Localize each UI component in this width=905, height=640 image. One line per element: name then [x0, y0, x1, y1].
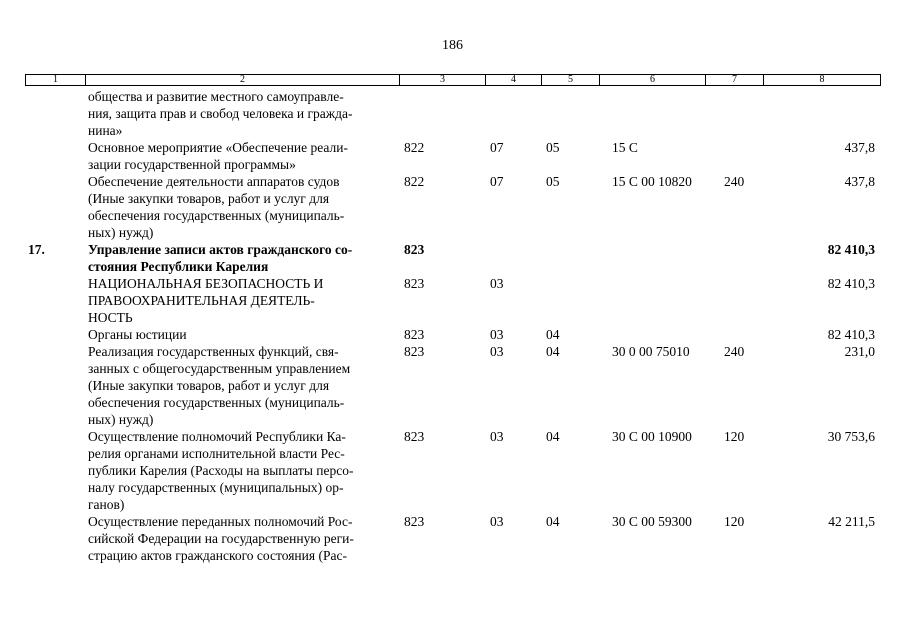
- row-section: 03: [490, 514, 504, 529]
- row-subsection: 05: [546, 174, 560, 189]
- table-row: [25, 173, 881, 241]
- row-sum: 437,8: [844, 174, 875, 189]
- table-header: [25, 74, 881, 86]
- row-sum: 82 410,3: [827, 242, 875, 257]
- header-col-3: 3: [399, 75, 485, 85]
- row-name-line: занных с общегосударственным управлением: [88, 361, 351, 376]
- row-section: 03: [490, 344, 504, 359]
- table-row: [25, 88, 881, 139]
- row-name-line: налу государственных (муниципальных) ор-: [88, 480, 344, 495]
- row-name: [84, 88, 400, 139]
- row-section: 03: [490, 276, 504, 291]
- row-name-line: Обеспечение деятельности аппаратов судов: [88, 174, 340, 189]
- header-col-6: 6: [599, 75, 705, 85]
- table-row: [25, 241, 881, 275]
- header-col-5: 5: [541, 75, 599, 85]
- row-subsection: 05: [546, 140, 560, 155]
- row-name-line: ПРАВООХРАНИТЕЛЬНАЯ ДЕЯТЕЛЬ-: [88, 293, 315, 308]
- row-target-article: 30 С 00 10900: [612, 429, 692, 444]
- row-name: [84, 513, 400, 564]
- row-name-line: (Иные закупки товаров, работ и услуг для: [88, 378, 330, 393]
- row-admin-code: 823: [404, 429, 425, 444]
- row-section: 07: [490, 174, 504, 189]
- table-row: [25, 428, 881, 513]
- row-section: 07: [490, 140, 504, 155]
- row-name: [84, 173, 400, 241]
- row-name-line: обеспечения государственных (муниципаль-: [88, 208, 345, 223]
- row-name-line: Основное мероприятие «Обеспечение реали-: [88, 140, 348, 155]
- row-name-line: публики Карелия (Расходы на выплаты персо-: [88, 463, 354, 478]
- row-target-article: 30 0 00 75010: [612, 344, 690, 359]
- row-admin-code: 823: [404, 327, 425, 342]
- row-target-article: 30 С 00 59300: [612, 514, 692, 529]
- header-col-4: 4: [485, 75, 541, 85]
- table-row: [25, 343, 881, 428]
- row-target-article: 15 С: [612, 140, 638, 155]
- row-subsection: 04: [546, 514, 560, 529]
- row-name-line: ганов): [88, 497, 125, 512]
- table-row: [25, 139, 881, 173]
- row-sum: 30 753,6: [827, 429, 875, 444]
- header-col-7: 7: [705, 75, 763, 85]
- row-name-line: сийской Федерации на государственную реги-: [88, 531, 354, 546]
- row-name: [84, 428, 400, 513]
- row-name-line: Реализация государственных функций, свя-: [88, 344, 339, 359]
- table-row: [25, 275, 881, 326]
- row-name-line: страцию актов гражданского состояния (Рас-: [88, 548, 347, 563]
- row-sum: 82 410,3: [827, 327, 875, 342]
- row-name: [84, 241, 400, 275]
- row-name-line: (Иные закупки товаров, работ и услуг для: [88, 191, 330, 206]
- row-admin-code: 822: [404, 174, 425, 189]
- page-number: 186: [442, 38, 463, 53]
- row-admin-code: 822: [404, 140, 425, 155]
- row-target-article: 15 С 00 10820: [612, 174, 692, 189]
- row-name-line: релия органами исполнительной власти Рес-: [88, 446, 345, 461]
- table-row: [25, 513, 881, 564]
- row-expense-type: 120: [724, 514, 745, 529]
- row-name: [84, 326, 400, 343]
- row-name-line: Осуществление переданных полномочий Рос-: [88, 514, 353, 529]
- row-expense-type: 240: [724, 344, 745, 359]
- table-body: [25, 88, 881, 564]
- row-section: 03: [490, 429, 504, 444]
- row-expense-type: 120: [724, 429, 745, 444]
- row-sum: 437,8: [844, 140, 875, 155]
- row-sum: 231,0: [844, 344, 875, 359]
- row-name-line: Управление записи актов гражданского со-: [88, 242, 353, 257]
- row-number: 17.: [28, 242, 45, 257]
- row-name-line: Осуществление полномочий Республики Ка-: [88, 429, 346, 444]
- row-name-line: обеспечения государственных (муниципаль-: [88, 395, 345, 410]
- row-sum: 42 211,5: [828, 514, 875, 529]
- row-name-line: НАЦИОНАЛЬНАЯ БЕЗОПАСНОСТЬ И: [88, 276, 324, 291]
- row-admin-code: 823: [404, 344, 425, 359]
- row-sum: 82 410,3: [827, 276, 875, 291]
- row-name-line: нина»: [88, 123, 123, 138]
- row-admin-code: 823: [404, 242, 425, 257]
- row-name: [84, 275, 400, 326]
- row-subsection: 04: [546, 344, 560, 359]
- row-name-line: Органы юстиции: [88, 327, 187, 342]
- header-col-1: 1: [53, 74, 58, 85]
- row-admin-code: 823: [404, 514, 425, 529]
- row-name: [84, 139, 400, 173]
- header-col-2: 2: [85, 75, 399, 85]
- row-section: 03: [490, 327, 504, 342]
- header-col-8: 8: [763, 75, 880, 85]
- row-subsection: 04: [546, 429, 560, 444]
- row-name-line: стояния Республики Карелия: [88, 259, 269, 274]
- row-name-line: НОСТЬ: [88, 310, 133, 325]
- row-subsection: 04: [546, 327, 560, 342]
- row-expense-type: 240: [724, 174, 745, 189]
- row-name: [84, 343, 400, 428]
- table-row: [25, 326, 881, 343]
- row-name-line: ния, защита прав и свобод человека и гражда-: [88, 106, 353, 121]
- row-admin-code: 823: [404, 276, 425, 291]
- row-name-line: ных) нужд): [88, 412, 154, 427]
- row-name-line: общества и развитие местного самоуправле-: [88, 89, 344, 104]
- row-name-line: зации государственной программы»: [88, 157, 296, 172]
- row-name-line: ных) нужд): [88, 225, 154, 240]
